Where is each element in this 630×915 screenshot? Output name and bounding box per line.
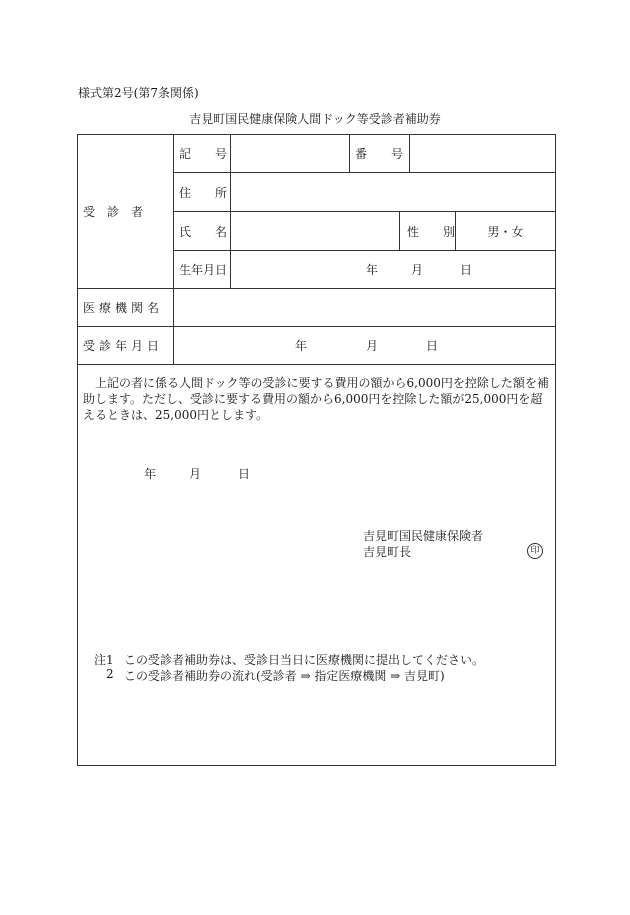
voucher-form [77, 134, 556, 766]
symbol-label: 記 号 [179, 147, 228, 161]
sex-value[interactable]: 男・女 [487, 224, 524, 239]
form-number: 様式第2号(第7条関係) [78, 86, 199, 100]
name-label: 氏 名 [179, 224, 228, 239]
examinee-label: 受 診 者 [83, 205, 144, 219]
address-label: 住 所 [179, 185, 228, 200]
exam-year: 年 [295, 339, 308, 353]
exam-day: 日 [426, 339, 439, 353]
column-divider [349, 135, 350, 172]
seal-mark-icon: 印 [527, 543, 543, 559]
issuer-line-2: 吉見町長 [363, 545, 412, 559]
issue-date-month: 月 [189, 467, 202, 481]
sex-label: 性 別 [407, 224, 456, 239]
row-divider [78, 364, 555, 365]
number-field[interactable] [410, 135, 555, 172]
name-field[interactable] [231, 212, 399, 250]
institution-field[interactable] [174, 289, 555, 326]
form-title: 吉見町国民健康保険人間ドック等受診者補助券 [189, 112, 441, 126]
note-2-marker: 2 [106, 667, 114, 681]
exam-month: 月 [366, 339, 379, 353]
issue-date-year: 年 [144, 467, 157, 481]
birthdate-day: 日 [460, 263, 473, 277]
notice-paragraph: 上記の者に係る人間ドック等の受診に要する費用の額から6,000円を控除した額を補助します。ただし、受診に要する費用の額から6,000円を控除した額が25,000円を超えるときは、25,000円とします。 [83, 376, 549, 422]
note-2-text: この受診者補助券の流れ(受診者 ⇒ 指定医療機関 ⇒ 吉見町) [124, 669, 445, 683]
issue-date-day: 日 [238, 467, 251, 481]
birthdate-year: 年 [366, 263, 379, 277]
column-divider [173, 135, 174, 364]
note-1-marker: 注1 [94, 653, 114, 667]
subsidy-notice [83, 375, 553, 423]
birthdate-month: 月 [411, 263, 424, 277]
address-field[interactable] [231, 173, 555, 211]
note-1-text: この受診者補助券は、受診日当日に医療機関に提出してください。 [124, 653, 485, 667]
number-label: 番 号 [355, 147, 404, 161]
symbol-field[interactable] [231, 135, 349, 172]
birthdate-label: 生年月日 [179, 263, 228, 277]
issuer-line-1: 吉見町国民健康保険者 [363, 529, 484, 543]
institution-label: 医療機関名 [83, 301, 164, 315]
exam-date-label: 受診年月日 [83, 339, 164, 353]
column-divider [399, 211, 400, 250]
